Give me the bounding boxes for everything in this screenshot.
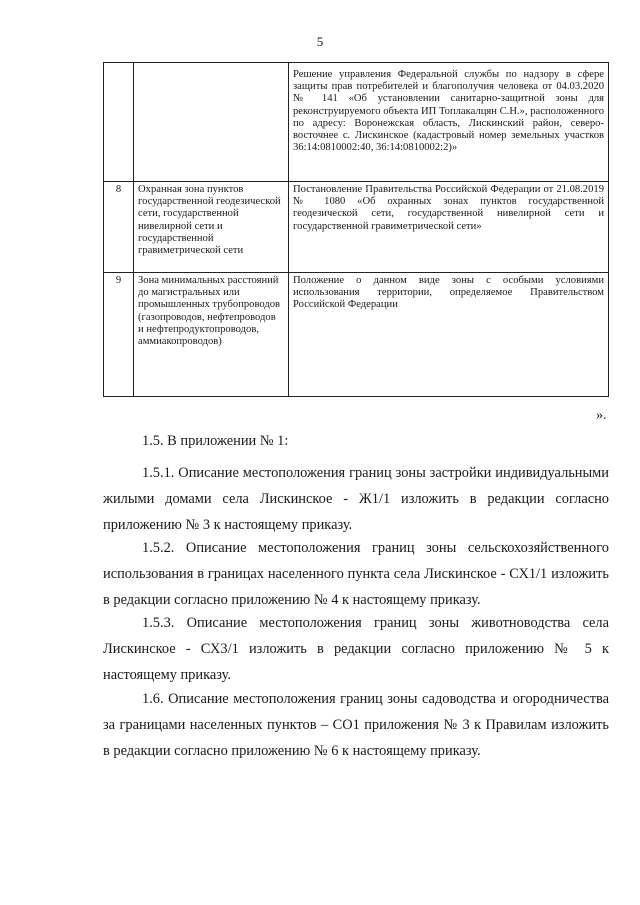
- paragraph-1-5-2: 1.5.2. Описание местоположения границ зоны сельскохозяйственного использования в границах населенного пункта села Лискинское - СХ1/1 изложить в редакции согласно приложению № 4 к настоящему приказу.: [103, 540, 609, 608]
- row-number-cell: [104, 63, 134, 182]
- zone-name-cell: [134, 63, 289, 182]
- paragraph-1-6: 1.6. Описание местоположения границ зоны садоводства и огородничества за границами населенных пунктов – СО1 приложения № 3 к Правилам изложить в редакции согласно приложению № 6 к настоящему приказу.: [103, 691, 609, 759]
- legal-basis-cell: Решение управления Федеральной службы по надзору в сфере защиты прав потребителей и благополучия человека от 04.03.2020 № 141 «Об установлении санитарно-защитной зоны для реконструируемого объекта ИП Топлакалцян С.Н.», расположенного по адресу: Воронежская область, Лискинский район, северо-восточнее с. Лискинское (кадастровый номер земельных участков 36:14:0810002:40, 36:14:0810002:2)»: [289, 63, 609, 182]
- paragraph-1-5: 1.5. В приложении № 1:: [142, 433, 289, 449]
- table-row: [104, 63, 609, 182]
- closing-quote: ».: [596, 408, 607, 423]
- zone-name-cell: Зона минимальных расстояний до магистральных или промышленных трубопроводов (газопроводов, нефтепроводов и нефтепродуктопроводов, аммиакопроводов): [134, 273, 289, 397]
- legal-basis-cell: Постановление Правительства Российской Федерации от 21.08.2019 № 1080 «Об охранных зонах пунктов государственной геодезической сети, государственной нивелирной сети и государственной гравиметрической сети»: [289, 182, 609, 273]
- paragraph-1-5-3: 1.5.3. Описание местоположения границ зоны животноводства села Лискинское - СХ3/1 изложить в редакции согласно приложению № 5 к настоящему приказу.: [103, 615, 609, 683]
- paragraph-1-5-1: 1.5.1. Описание местоположения границ зоны застройки индивидуальными жилыми домами села Лискинское - Ж1/1 изложить в редакции согласно приложению № 3 к настоящему приказу.: [103, 465, 609, 533]
- row-number-cell: 9: [104, 273, 134, 397]
- zone-name-cell: Охранная зона пунктов государственной геодезической сети, государственной нивелирной сети и государственной гравиметрической сети: [134, 182, 289, 273]
- zones-table: [103, 62, 609, 397]
- table-row: [104, 182, 609, 273]
- table-row: [104, 273, 609, 397]
- page-number: 5: [316, 34, 324, 49]
- row-number-cell: 8: [104, 182, 134, 273]
- legal-basis-cell: Положение о данном виде зоны с особыми условиями использования территории, определяемое Правительством Российской Федерации: [289, 273, 609, 397]
